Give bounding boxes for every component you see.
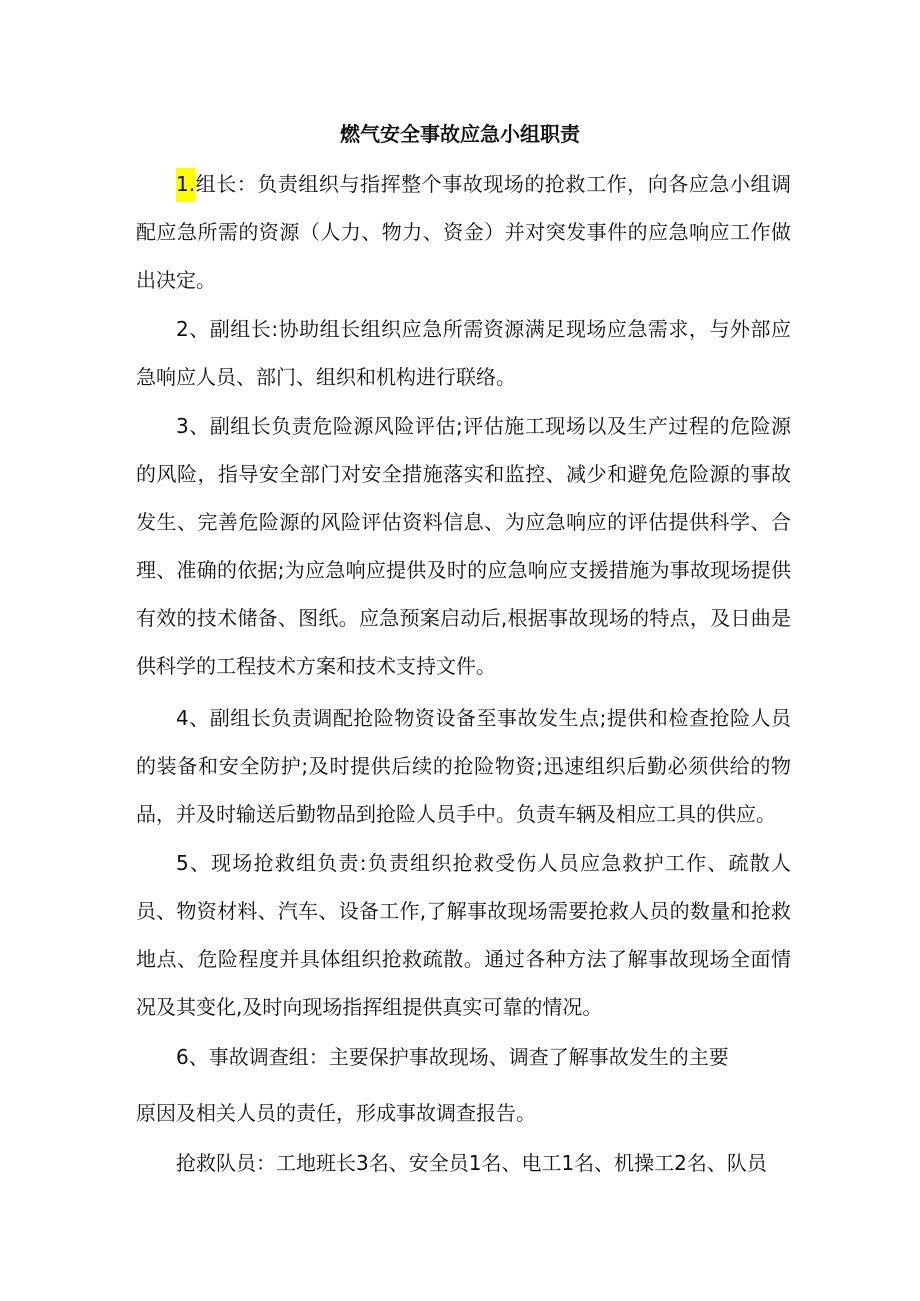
paragraph-deputy-leader-liaison: 2、副组长:协助组长组织应急所需资源满足现场应急需求，与外部应急响应人员、部门、组织和机构进行联络。 xyxy=(136,317,791,389)
paragraph-rescue-group: 5、现场抢救组负责:负责组织抢救受伤人员应急救护工作、疏散人员、物资材料、汽车、设备工作,了解事故现场需要抢救人员的数量和抢救地点、危险程度并具体组织抢救疏散。通过各种方法了解事故现场全面情况及其变化,及时向现场指挥组提供真实可靠的情况。 xyxy=(136,851,791,1019)
paragraph-group-leader-text: 组长：负责组织与指挥整个事故现场的抢救工作，向各应急小组调配应急所需的资源（人力、物力、资金）并对突发事件的应急响应工作做出决定。 xyxy=(136,172,791,292)
paragraph-investigation-line-1: 6、事故调查组：主要保护事故现场、调查了解事故发生的主要 xyxy=(176,1045,729,1069)
paragraph-group-leader xyxy=(136,160,791,304)
paragraph-rescue-team-members: 抢救队员：工地班长3名、安全员1名、电工1名、机操工2名、队员 xyxy=(176,1151,767,1175)
paragraph-investigation-line-2: 原因及相关人员的责任，形成事故调查报告。 xyxy=(136,1101,536,1125)
document-title: 燃气安全事故应急小组职责 xyxy=(340,122,580,146)
paragraph-deputy-leader-risk: 3、副组长负责危险源风险评估;评估施工现场以及生产过程的危险源的风险，指导安全部门对安全措施落实和监控、减少和避免危险源的事故发生、完善危险源的风险评估资料信息、为应急响应的评估提供科学、合理、准确的依据;为应急响应提供及时的应急响应支援措施为事故现场提供有效的技术储备、图纸。应急预案启动后,根据事故现场的特点，及日曲是供科学的工程技术方案和技术支持文件。 xyxy=(136,414,791,678)
paragraph-deputy-leader-supplies: 4、副组长负责调配抢险物资设备至事故发生点;提供和检查抢险人员的装备和安全防护;及时提供后续的抢险物资;迅速组织后勤必须供给的物品，并及时输送后勤物品到抢险人员手中。负责车辆及相应工具的供应。 xyxy=(136,706,791,826)
highlighted-item-number: 1. xyxy=(176,168,195,202)
